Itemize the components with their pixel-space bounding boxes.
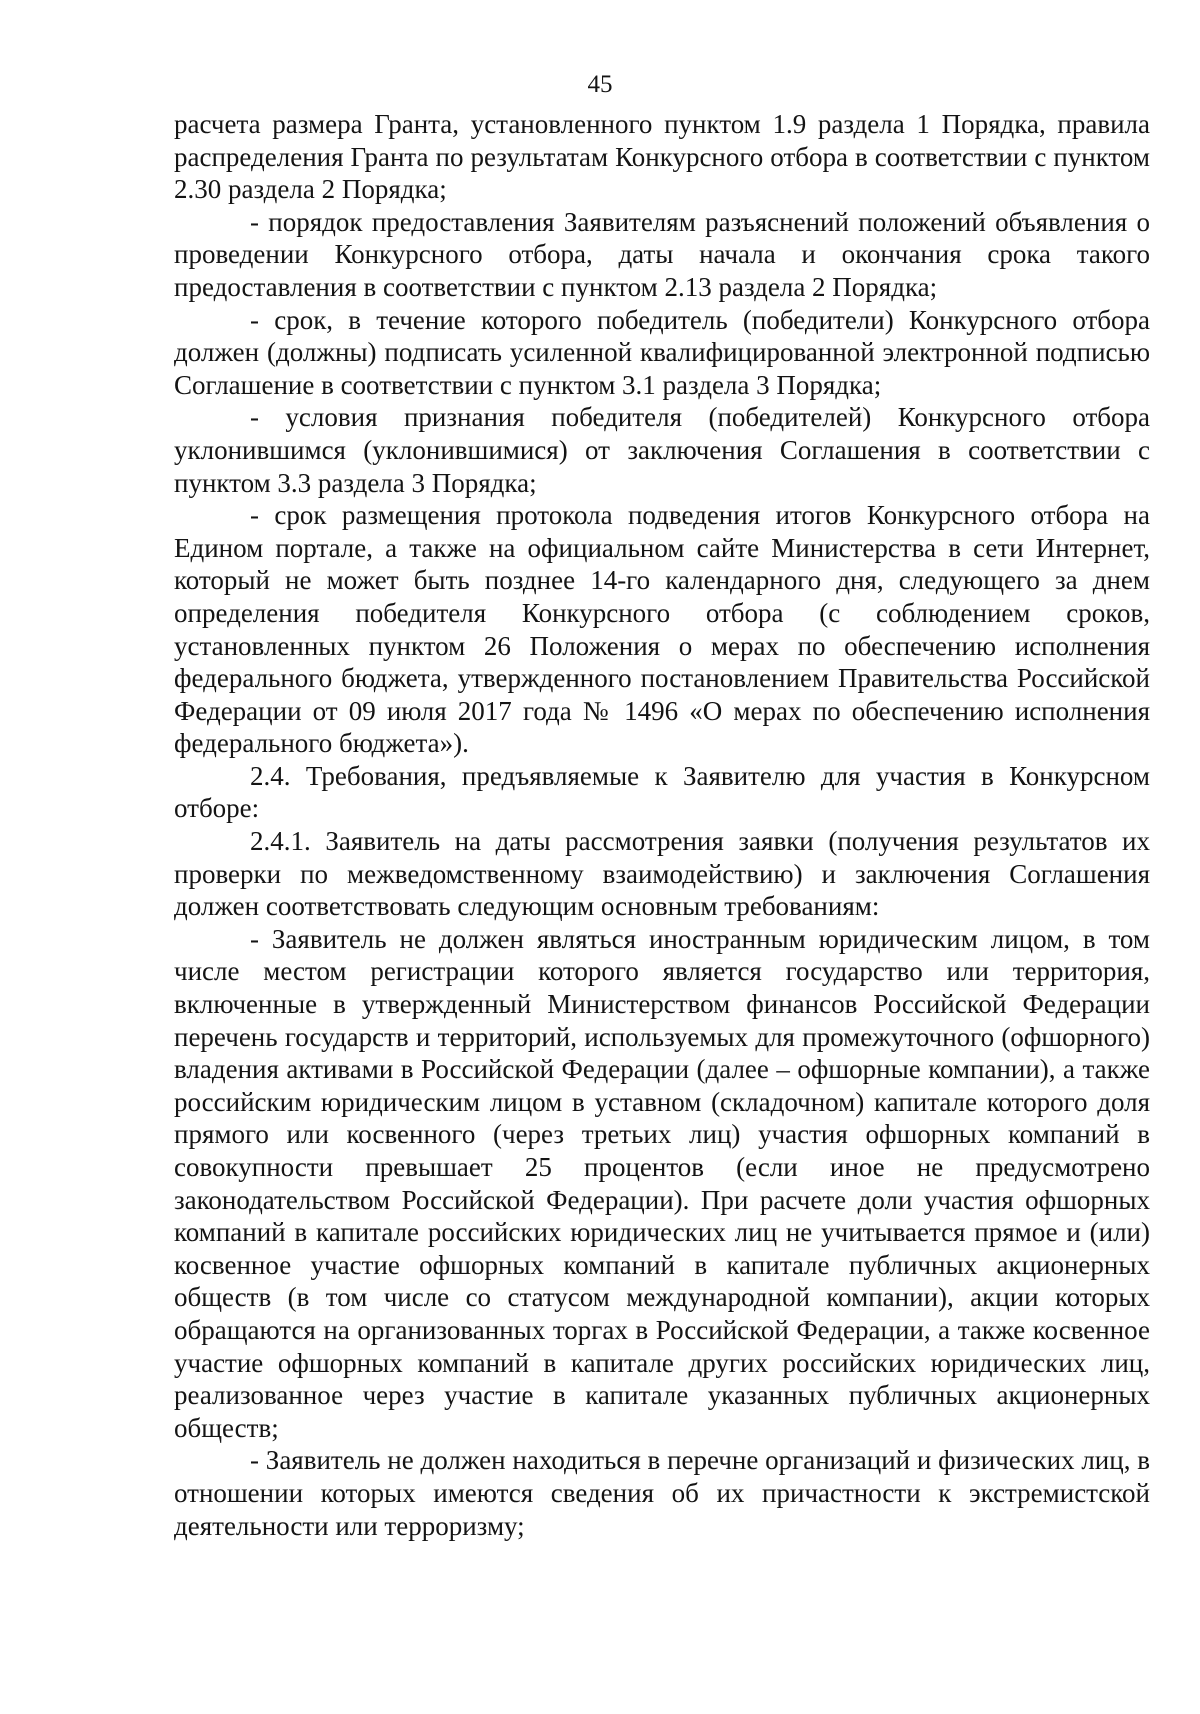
paragraph-continuation: расчета размера Гранта, установленного пунктом 1.9 раздела 1 Порядка, правила распределения Гранта по результатам Конкурсного отбора в соответствии с пунктом 2.30 раздела 2 Порядка;	[174, 109, 1150, 205]
paragraph-extremism-requirement: - Заявитель не должен находиться в перечне организаций и физических лиц, в отношении которых имеются сведения об их причастности к экстремистской деятельности или терроризму;	[174, 1445, 1150, 1541]
page-number: 45	[587, 71, 613, 98]
document-body	[174, 108, 1150, 1542]
paragraph-clarification-order: - порядок предоставления Заявителям разъяснений положений объявления о проведении Конкурсного отбора, даты начала и окончания срока такого предоставления в соответствии с пунктом 2.13 раздела 2 Порядка;	[174, 206, 1150, 302]
paragraph-protocol-deadline: - срок размещения протокола подведения итогов Конкурсного отбора на Едином портале, а также на официальном сайте Министерства в сети Интернет, который не может быть позднее 14-го календарного дня, следующего за днем определения победителя Конкурсного отбора (с соблюдением сроков, установленных пунктом 26 Положения о мерах по обеспечению исполнения федерального бюджета, утвержденного постановлением Правительства Российской Федерации от 09 июля 2017 года № 1496 «О мерах по обеспечению исполнения федерального бюджета»).	[174, 500, 1150, 759]
paragraph-section-2-4: 2.4. Требования, предъявляемые к Заявителю для участия в Конкурсном отборе:	[174, 760, 1150, 824]
paragraph-signing-deadline: - срок, в течение которого победитель (победители) Конкурсного отбора должен (должны) подписать усиленной квалифицированной электронной подписью Соглашение в соответствии с пунктом 3.1 раздела 3 Порядка;	[174, 304, 1150, 400]
paragraph-offshore-requirement: - Заявитель не должен являться иностранным юридическим лицом, в том числе местом регистрации которого является государство или территория, включенные в утвержденный Министерством финансов Российской Федерации перечень государств и территорий, используемых для промежуточного (офшорного) владения активами в Российской Федерации (далее – офшорные компании), а также российским юридическим лицом в уставном (складочном) капитале которого доля прямого или косвенного (через третьих лиц) участия офшорных компаний в совокупности превышает 25 процентов (если иное не предусмотрено законодательством Российской Федерации). При расчете доли участия офшорных компаний в капитале российских юридических лиц не учитывается прямое и (или) косвенное участие офшорных компаний в капитале публичных акционерных обществ (в том числе со статусом международной компании), акции которых обращаются на организованных торгах в Российской Федерации, а также косвенное участие офшорных компаний в капитале других российских юридических лиц, реализованное через участие в капитале указанных публичных акционерных обществ;	[174, 923, 1150, 1443]
paragraph-section-2-4-1: 2.4.1. Заявитель на даты рассмотрения заявки (получения результатов их проверки по межведомственному взаимодействию) и заключения Соглашения должен соответствовать следующим основным требованиям:	[174, 826, 1150, 922]
paragraph-evasion-conditions: - условия признания победителя (победителей) Конкурсного отбора уклонившимся (уклонившимися) от заключения Соглашения в соответствии с пунктом 3.3 раздела 3 Порядка;	[174, 402, 1150, 498]
